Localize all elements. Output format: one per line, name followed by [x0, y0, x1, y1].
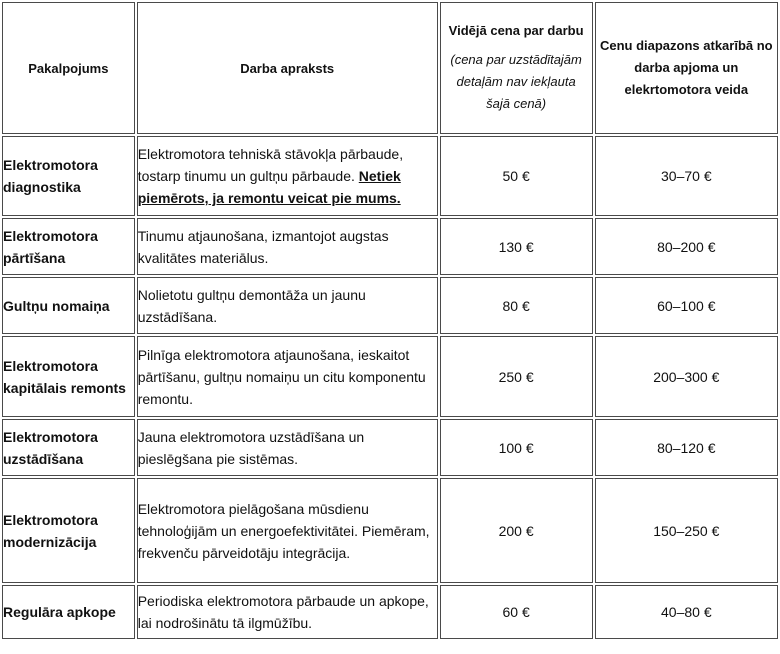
- service-name: Elektromotora pārtīšana: [2, 218, 135, 275]
- service-name: Elektromotora kapitālais remonts: [2, 336, 135, 417]
- price-range: 200–300 €: [595, 336, 778, 417]
- average-price: 200 €: [440, 478, 593, 583]
- service-description: [137, 585, 438, 639]
- table-row: [2, 218, 778, 275]
- header-description: Darba apraksts: [137, 2, 438, 134]
- service-description: [137, 336, 438, 417]
- service-name: Elektromotora modernizācija: [2, 478, 135, 583]
- price-range: 60–100 €: [595, 277, 778, 334]
- price-range: 80–200 €: [595, 218, 778, 275]
- header-service: Pakalpojums: [2, 2, 135, 134]
- header-average-price: [440, 2, 593, 134]
- average-price: 250 €: [440, 336, 593, 417]
- service-description: [137, 218, 438, 275]
- service-description: [137, 478, 438, 583]
- average-price: 60 €: [440, 585, 593, 639]
- service-name: Elektromotora uzstādīšana: [2, 419, 135, 476]
- table-row: [2, 277, 778, 334]
- description-emphasis: Netiek piemērots, ja remontu veicat pie mums.: [137, 168, 401, 206]
- description-text: Periodiska elektromotora pārbaude un apkope, lai nodrošinātu tā ilgmūžību.: [137, 593, 429, 631]
- service-name: Gultņu nomaiņa: [2, 277, 135, 334]
- table-row: [2, 336, 778, 417]
- header-average-price-title: Vidējā cena par darbu: [448, 22, 584, 38]
- average-price: 100 €: [440, 419, 593, 476]
- header-price-range: Cenu diapazons atkarībā no darba apjoma un elekrtomotora veida: [595, 2, 778, 134]
- service-name: Regulāra apkope: [2, 585, 135, 639]
- price-range: 40–80 €: [595, 585, 778, 639]
- average-price: 50 €: [440, 136, 593, 216]
- description-text: Nolietotu gultņu demontāža un jaunu uzstādīšana.: [137, 286, 366, 325]
- service-description: [137, 136, 438, 216]
- price-range: 80–120 €: [595, 419, 778, 476]
- service-description: [137, 277, 438, 334]
- description-text: Tinumu atjaunošana, izmantojot augstas kvalitātes materiālus.: [137, 227, 389, 266]
- description-text: Pilnīga elektromotora atjaunošana, ieskaitot pārtīšanu, gultņu nomaiņu un citu komponentu remontu.: [137, 346, 426, 407]
- header-average-price-note: (cena par uzstādītajām detaļām nav iekļauta šajā cenā): [450, 51, 582, 111]
- description-text: Elektromotora pielāgošana mūsdienu tehnoloģijām un energoefektivitātei. Piemēram, frekvenču pārveidotāju integrācija.: [137, 500, 430, 561]
- table-row: [2, 478, 778, 583]
- price-range: 30–70 €: [595, 136, 778, 216]
- average-price: 130 €: [440, 218, 593, 275]
- table-row: [2, 136, 778, 216]
- table-row: [2, 585, 778, 639]
- service-description: [137, 419, 438, 476]
- price-range: 150–250 €: [595, 478, 778, 583]
- table-header-row: [2, 2, 778, 134]
- average-price: 80 €: [440, 277, 593, 334]
- description-text: Elektromotora tehniskā stāvokļa pārbaude, tostarp tinumu un gultņu pārbaude.: [137, 146, 404, 184]
- description-text: Jauna elektromotora uzstādīšana un pieslēgšana pie sistēmas.: [137, 428, 365, 467]
- table-row: [2, 419, 778, 476]
- service-name: Elektromotora diagnostika: [2, 136, 135, 216]
